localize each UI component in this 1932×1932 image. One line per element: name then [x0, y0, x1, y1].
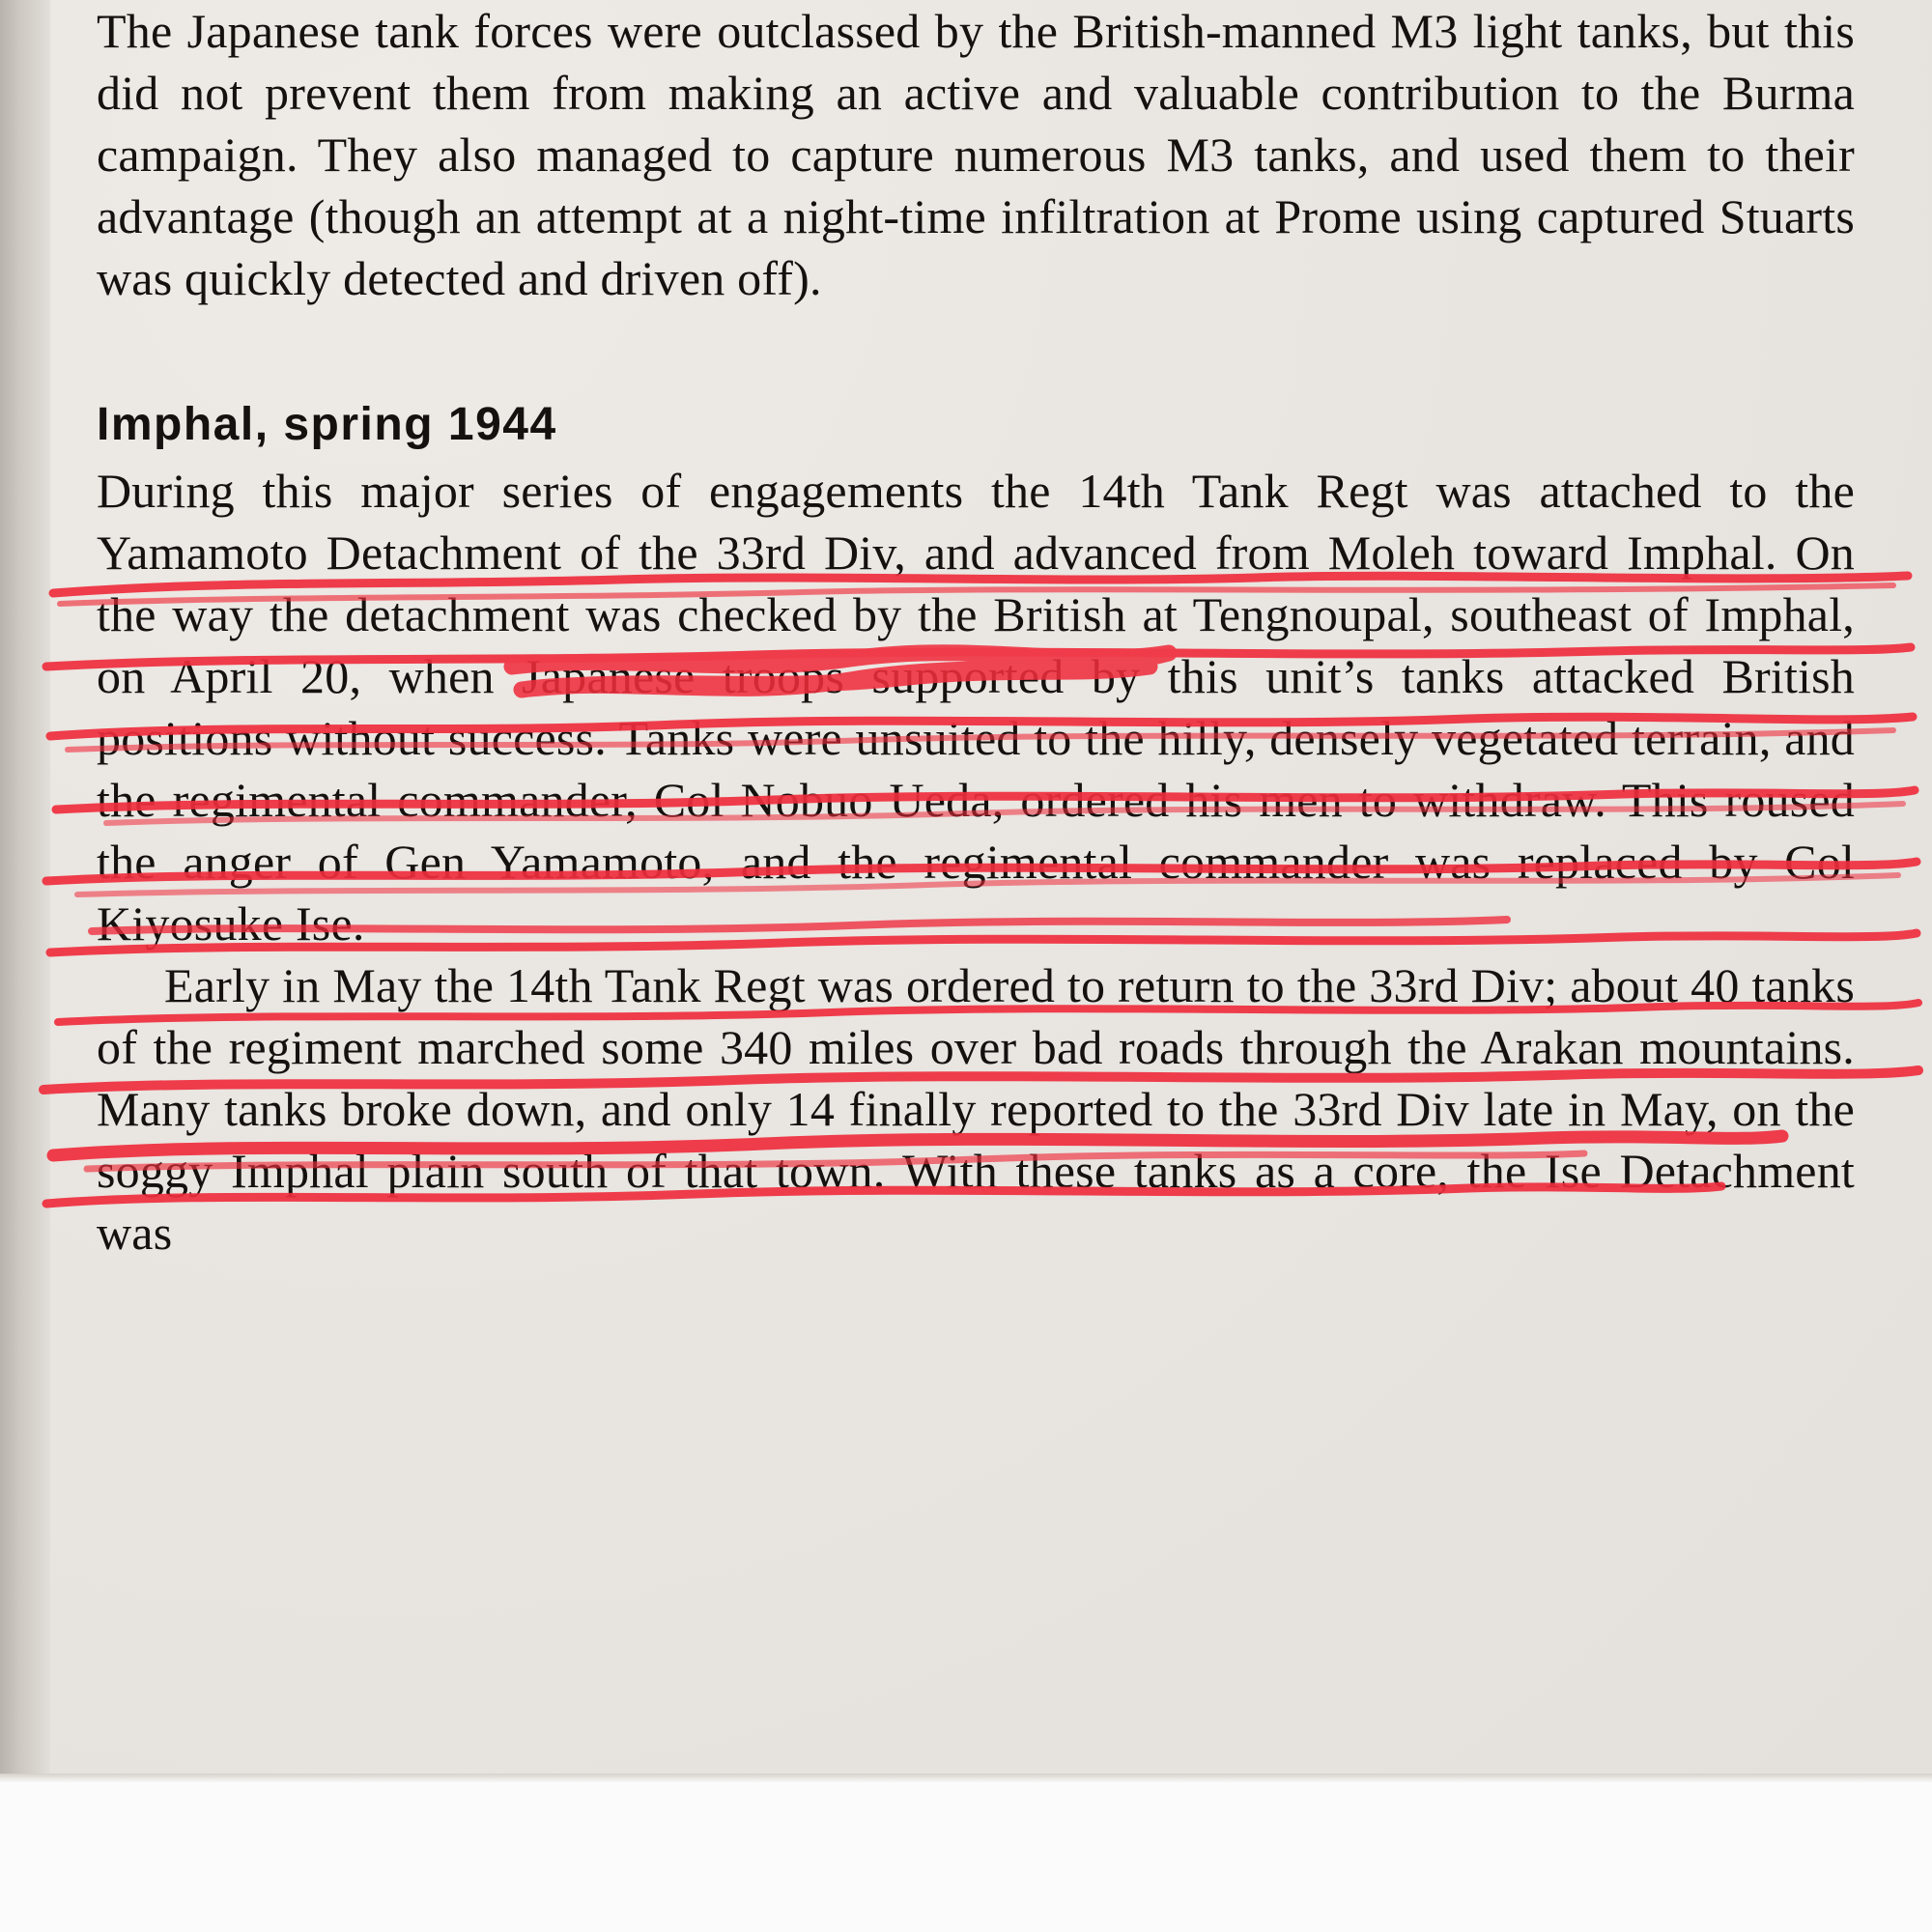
- section-heading: Imphal, spring 1944: [97, 399, 557, 450]
- book-gutter-shadow: [0, 0, 50, 1782]
- text-column: [97, 0, 1913, 1264]
- paragraph-imphal: During this major series of engagements the 14th Tank Regt was attached to the Yamamoto Detachment of the 33rd Div, and advanced from Moleh toward Imphal. On the way the detachment was checked by the British at Tengnoupal, southeast of Imphal, on April 20, when Japanese troops supported by this unit’s tanks attacked British positions without success. Tanks were unsuited to the hilly, densely vegetated terrain, and the regimental commander, Col Nobuo Ueda, ordered his men to withdraw. This roused the anger of Gen Yamamoto, and the regimental commander was replaced by Col Kiyosuke Ise.: [97, 464, 1855, 951]
- scan-background: [0, 1782, 1932, 1932]
- paragraph-may: Early in May the 14th Tank Regt was ordered to return to the 33rd Div; about 40 tanks of the regiment marched some 340 miles over bad roads through the Arakan mountains. Many tanks broke down, and only 14 finally reported to the 33rd Div late in May, on the soggy Imphal plain south of that town. With these tanks as a core, the Ise Detachment was: [97, 958, 1855, 1260]
- paragraph-intro: The Japanese tank forces were outclassed by the British-manned M3 light tanks, but this did not prevent them from making an active and valuable contribution to the Burma campaign. They also managed to capture numerous M3 tanks, and used them to their advantage (though an attempt at a night-time infiltration at Prome using captured Stuarts was quickly detected and driven off).: [97, 4, 1855, 305]
